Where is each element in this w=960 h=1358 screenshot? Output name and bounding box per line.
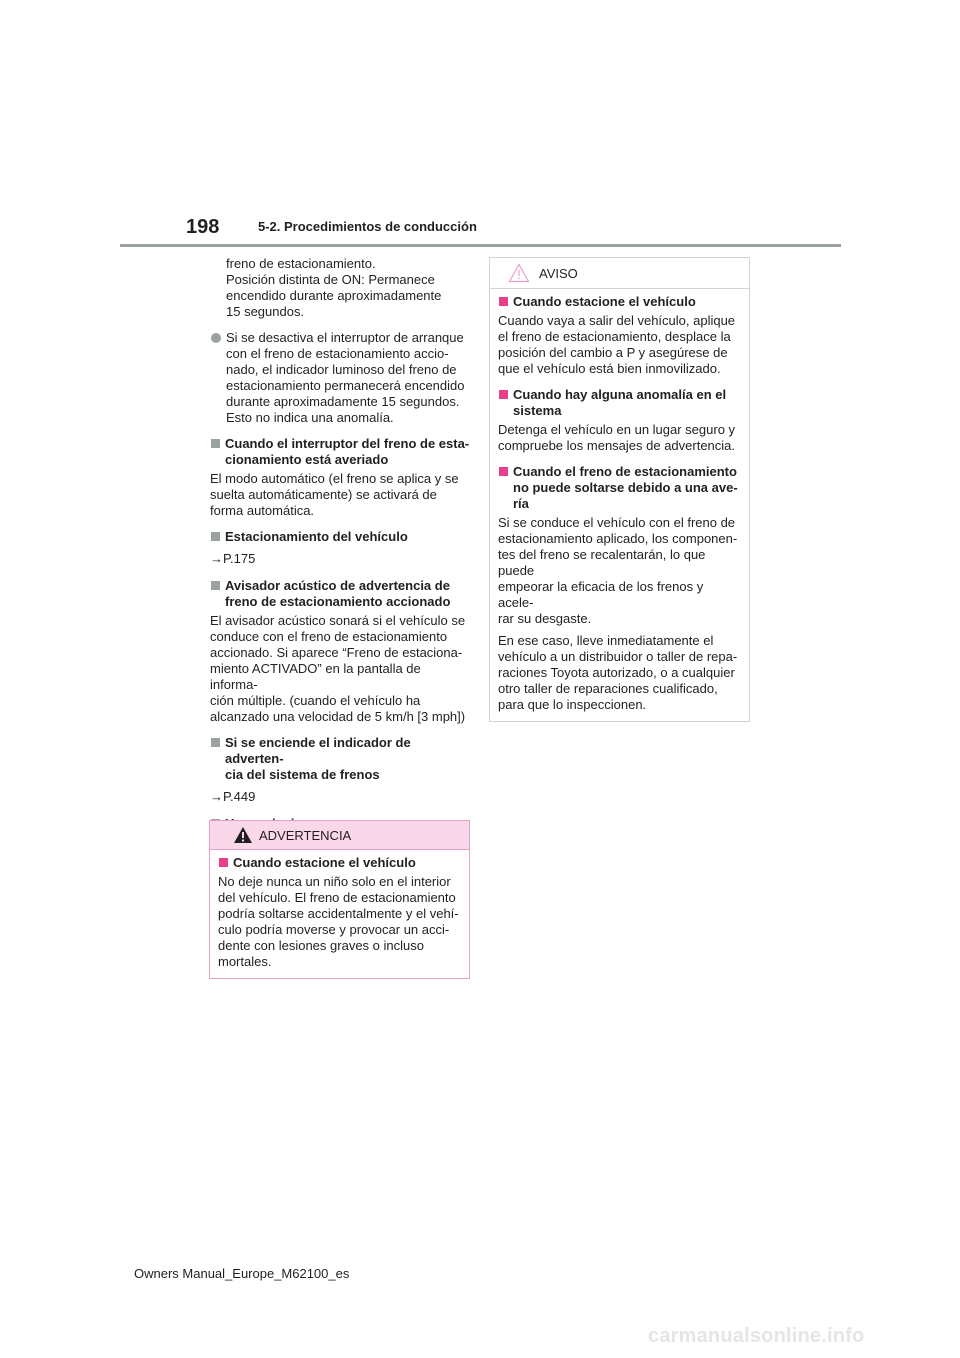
warning-text: No deje nunca un niño solo en el interior del vehículo. El freno de estacionamiento podría soltarse accidentalmente y el vehí- culo podría moverse y provocar un acci- dente con lesiones graves o incluso mortales. bbox=[218, 874, 459, 969]
section-heading: Cuando el interruptor del freno de esta- cionamiento está averiado bbox=[210, 436, 472, 468]
notice-text: Cuando vaya a salir del vehículo, aplique el freno de estacionamiento, desplace la posición del cambio a P y asegúrese de que el vehículo está bien inmovilizado. bbox=[498, 313, 736, 376]
square-marker-icon bbox=[211, 738, 220, 747]
notice-title: AVISO bbox=[539, 266, 578, 281]
page-reference-link[interactable]: →P.175 bbox=[210, 551, 256, 566]
square-marker-icon bbox=[211, 439, 220, 448]
warning-title: ADVERTENCIA bbox=[259, 828, 352, 843]
warning-box bbox=[209, 820, 470, 979]
page-number: 198 bbox=[186, 216, 220, 238]
notice-text: Si se conduce el vehículo con el freno de estacionamiento aplicado, los componen- tes del freno se recalentarán, lo que puede empeorar la eficacia de los frenos y acele- rar su desgaste. bbox=[498, 515, 738, 626]
square-marker-icon bbox=[499, 297, 508, 306]
footer-text: Owners Manual_Europe_M62100_es bbox=[134, 1266, 350, 1281]
square-marker-icon bbox=[219, 858, 228, 867]
notice-text: En ese caso, lleve inmediatamente el vehículo a un distribuidor o taller de repa- raciones Toyota autorizado, o a cualquier otro taller de reparaciones cualificado, para que lo inspeccionen. bbox=[498, 633, 738, 712]
notice-text: Detenga el vehículo en un lugar seguro y compruebe los mensajes de advertencia. bbox=[498, 422, 736, 453]
notice-body bbox=[490, 289, 749, 721]
section-body: El modo automático (el freno se aplica y se suelta automáticamente) se activará de forma automática. bbox=[210, 471, 459, 518]
section-body: El avisador acústico sonará si el vehículo se conduce con el freno de estacionamiento accionado. Si aparece “Freno de estaciona- miento ACTIVADO” en la pantalla de informa- ción múltiple. (cuando el vehículo ha alcanzado una velocidad de 5 km/h [3 mph]) bbox=[210, 613, 466, 724]
warning-header bbox=[210, 821, 469, 850]
bullet-dot-icon bbox=[211, 333, 221, 343]
warning-body bbox=[210, 850, 469, 978]
warning-heading: Cuando estacione el vehículo bbox=[218, 855, 461, 871]
caution-triangle-icon bbox=[508, 263, 530, 283]
square-marker-icon bbox=[211, 532, 220, 541]
left-column bbox=[210, 256, 472, 865]
section-heading: Estacionamiento del vehículo bbox=[210, 529, 472, 545]
square-marker-icon bbox=[211, 581, 220, 590]
header-rule bbox=[120, 244, 841, 247]
bullet-item: Si se desactiva el interruptor de arranque con el freno de estacionamiento accio- nado, el indicador luminoso del freno de estacionamiento permanecerá encendido durante aproximadamente 15 segundos. Esto no indica una anomalía. bbox=[210, 330, 472, 426]
section-heading: Avisador acústico de advertencia de freno de estacionamiento accionado bbox=[210, 578, 472, 610]
notice-heading: Cuando hay alguna anomalía en el sistema bbox=[498, 387, 741, 419]
notice-heading: Cuando el freno de estacionamiento no puede soltarse debido a una ave- ría bbox=[498, 464, 741, 512]
section-heading: Si se enciende el indicador de adverten- cia del sistema de frenos bbox=[210, 735, 472, 783]
section-title: 5-2. Procedimientos de conducción bbox=[258, 219, 477, 234]
square-marker-icon bbox=[499, 467, 508, 476]
notice-heading: Cuando estacione el vehículo bbox=[498, 294, 741, 310]
intro-text: freno de estacionamiento. Posición distinta de ON: Permanece encendido durante aproximadamente 15 segundos. bbox=[226, 256, 442, 319]
watermark: carmanualsonline.info bbox=[648, 1325, 865, 1347]
warning-triangle-icon bbox=[233, 826, 253, 844]
page-reference-link[interactable]: →P.449 bbox=[210, 789, 256, 804]
notice-header bbox=[490, 258, 749, 289]
square-marker-icon bbox=[499, 390, 508, 399]
notice-box bbox=[489, 257, 750, 722]
